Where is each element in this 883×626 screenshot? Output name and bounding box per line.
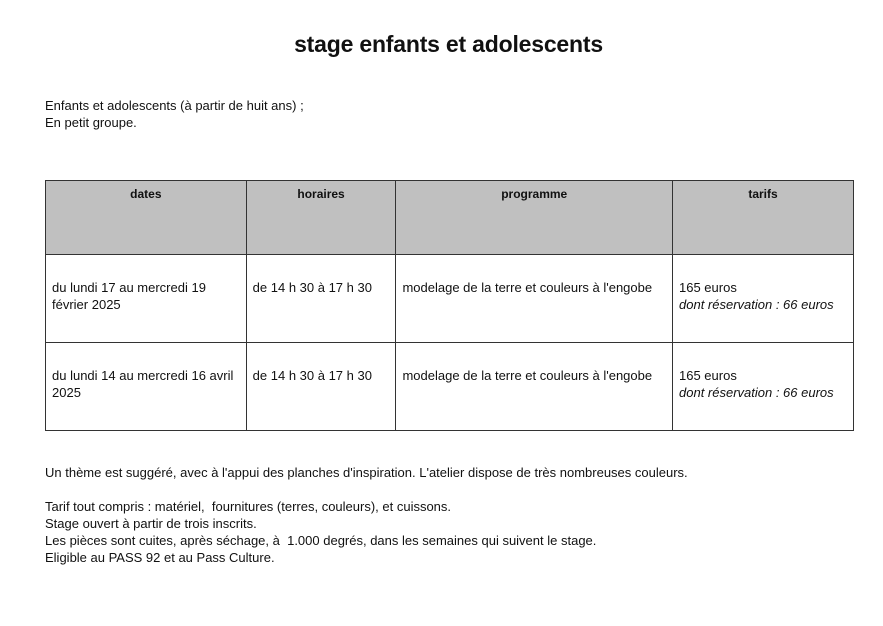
reservation-text: dont réservation : 66 euros bbox=[679, 297, 834, 312]
intro-line-group: En petit groupe. bbox=[45, 115, 137, 130]
header-dates: dates bbox=[46, 181, 247, 255]
details-line-pass: Eligible au PASS 92 et au Pass Culture. bbox=[45, 550, 275, 565]
header-horaires: horaires bbox=[246, 181, 396, 255]
theme-note: Un thème est suggéré, avec à l'appui des planches d'inspiration. L'atelier dispose de très nombreuses couleurs. bbox=[45, 465, 688, 480]
schedule-table bbox=[45, 180, 854, 431]
intro-line-age: Enfants et adolescents (à partir de huit ans) ; bbox=[45, 98, 304, 113]
details-line-tarif: Tarif tout compris : matériel, fournitures (terres, couleurs), et cuissons. bbox=[45, 499, 452, 514]
price-text: 165 euros bbox=[679, 280, 737, 295]
cell-dates: du lundi 14 au mercredi 16 avril 2025 bbox=[46, 343, 247, 431]
cell-dates: du lundi 17 au mercredi 19 février 2025 bbox=[46, 255, 247, 343]
cell-tarifs bbox=[673, 343, 854, 431]
cell-horaires: de 14 h 30 à 17 h 30 bbox=[246, 255, 396, 343]
details-line-cuisson: Les pièces sont cuites, après séchage, à 1.000 degrés, dans les semaines qui suivent le stage. bbox=[45, 533, 597, 548]
cell-horaires: de 14 h 30 à 17 h 30 bbox=[246, 343, 396, 431]
page-title: stage enfants et adolescents bbox=[294, 31, 603, 57]
intro-text bbox=[45, 97, 304, 131]
cell-programme: modelage de la terre et couleurs à l'engobe bbox=[396, 343, 673, 431]
details-text bbox=[45, 498, 596, 566]
header-tarifs: tarifs bbox=[673, 181, 854, 255]
cell-tarifs bbox=[673, 255, 854, 343]
table-header-row bbox=[46, 181, 854, 255]
table-row bbox=[46, 343, 854, 431]
reservation-text: dont réservation : 66 euros bbox=[679, 385, 834, 400]
cell-programme: modelage de la terre et couleurs à l'engobe bbox=[396, 255, 673, 343]
header-programme: programme bbox=[396, 181, 673, 255]
table-row bbox=[46, 255, 854, 343]
details-line-inscrits: Stage ouvert à partir de trois inscrits. bbox=[45, 516, 257, 531]
price-text: 165 euros bbox=[679, 368, 737, 383]
